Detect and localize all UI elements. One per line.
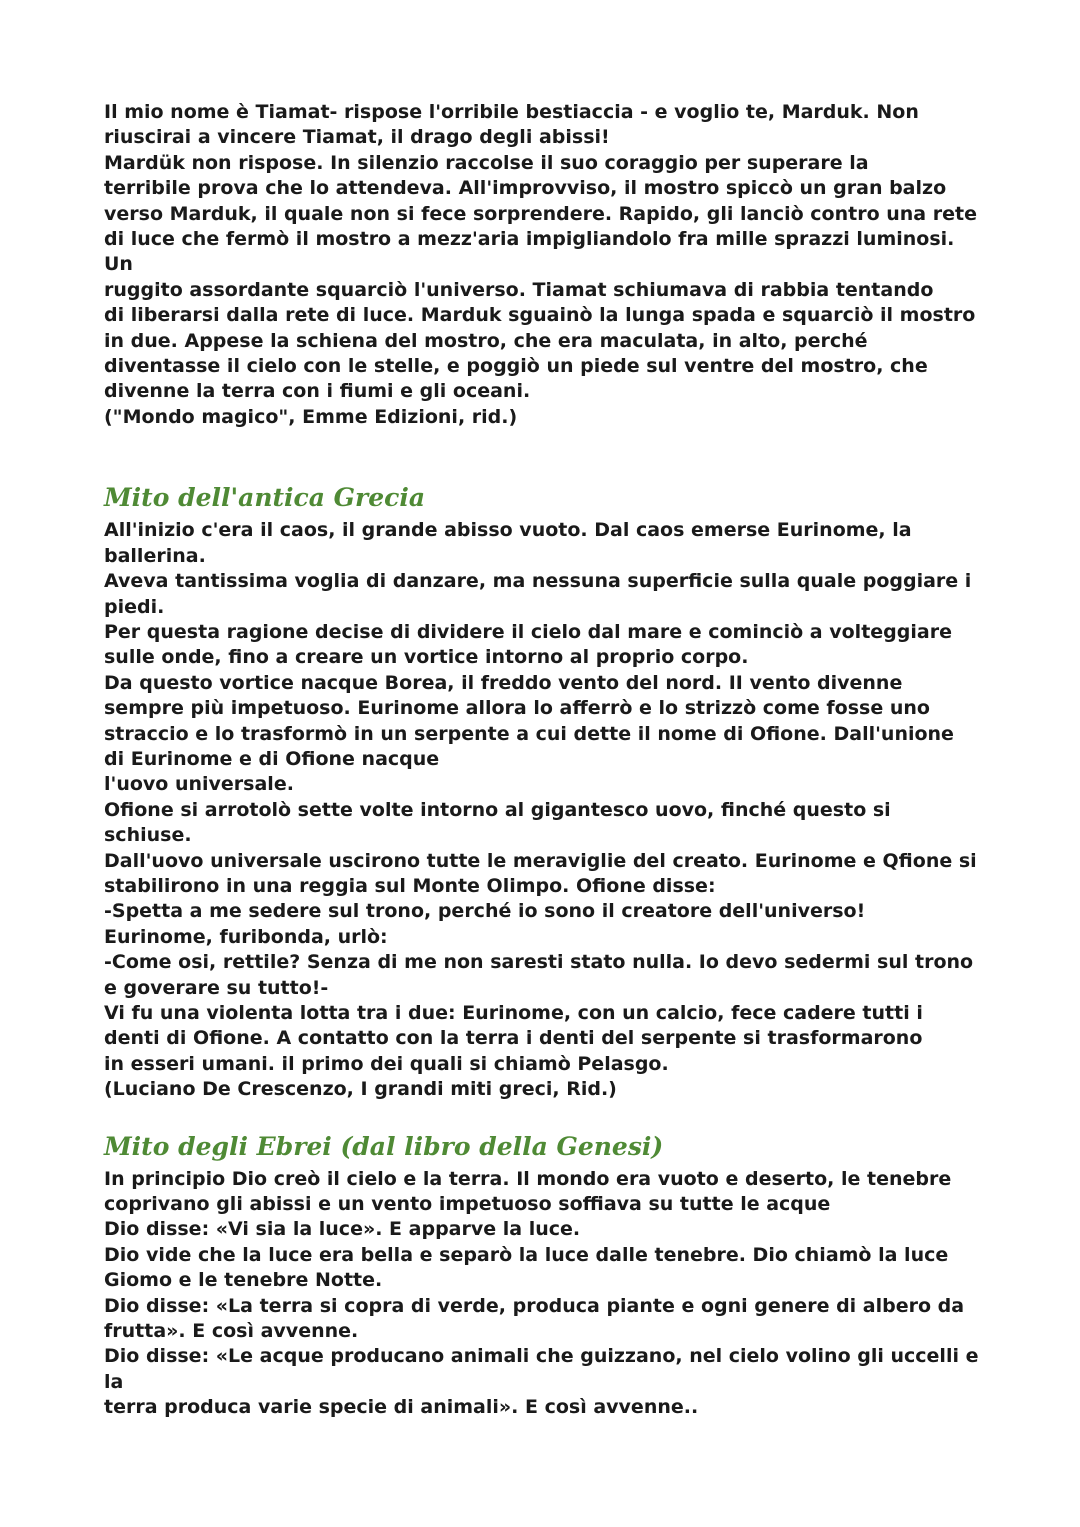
paragraph: Da questo vortice nacque Borea, il freddo vento del nord. II vento divenne sempre più impetuoso. Eurinome allora lo afferrò e lo strizzò come fosse uno straccio e lo trasformò in un serpente a cui dette il nome di Ofione. Dall'unione di Eurinome e di Ofione nacque l'uovo universale. [104,671,954,796]
citation: (Luciano De Crescenzo, I grandi miti greci, Rid.) [104,1078,617,1101]
citation: ("Mondo magico", Emme Edizioni, rid.) [104,405,518,428]
paragraph: Dio disse: «Vi sia la luce». E apparve la luce. [104,1218,581,1241]
section-heading: Mito dell'antica Grecia [104,483,426,513]
paragraph: Dall'uovo universale uscirono tutte le meraviglie del creato. Eurinome e Qfione si stabilirono in una reggia sul Monte Olimpo. Ofione disse: [104,849,977,897]
paragraph: Dio vide che la luce era bella e separò la luce dalle tenebre. Dio chiamò la luce Giomo e le tenebre Notte. [104,1243,949,1292]
paragraph: Aveva tantissima voglia di danzare, ma nessuna superficie sulla quale poggiare i piedi. [104,570,972,618]
paragraph: Ofione si arrotolò sette volte intorno al gigantesco uovo, finché questo si schiuse. [104,798,891,847]
paragraph: Mardük non rispose. In silenzio raccolse il suo coraggio per superare la terribile prova che lo attendeva. All'improvviso, il mostro spiccò un gran balzo verso Marduk, il quale non si fece sorprendere. Rapido, gli lanciò contro una rete di luce che fermò il mostro a mezz'aria impigliandolo fra mille sprazzi luminosi. Un ruggito assordante squarciò l'universo. Tiamat schiumava di rabbia tentando di liberarsi dalla rete di luce. Marduk sguainò la lunga spada e squarciò il mostro in due. Appese la schiena del mostro, che era maculata, in alto, perché diventasse il cielo con le stelle, e poggiò un piede sul ventre del mostro, che divenne la terra con i fiumi e gli oceani. [104,151,977,403]
paragraph: Vi fu una violenta lotta tra i due: Eurinome, con un calcio, fece cadere tutti i denti di Ofione. A contatto con la terra i denti del serpente si trasformarono in esseri umani. il primo dei quali si chiamò Pelasgo. [104,1002,923,1075]
section-heading: Mito degli Ebrei (dal libro della Genesi) [104,1131,664,1161]
paragraph: Per questa ragione decise di dividere il cielo dal mare e cominciò a volteggiare sulle onde, fino a creare un vortice intorno al proprio corpo. [104,620,952,669]
paragraph: All'inizio c'era il caos, il grande abisso vuoto. Dal caos emerse Eurinome, la ballerina. [104,519,912,567]
paragraph: Il mio nome è Tiamat- rispose l'orribile bestiaccia - e voglio te, Marduk. Non riuscirai a vincere Tiamat, il drago degli abissi! [104,101,919,149]
paragraph: Dio disse: «La terra si copra di verde, produca piante e ogni genere di albero da frutta». E così avvenne. [104,1294,965,1343]
document-page [104,100,984,1421]
paragraph: -Come osi, rettile? Senza di me non saresti stato nulla. Io devo sedermi sul trono e goverare su tutto!- [104,951,974,999]
paragraph: Eurinome, furibonda, urlò: [104,925,388,948]
paragraph: In principio Dio creò il cielo e la terra. Il mondo era vuoto e deserto, le tenebre coprivano gli abissi e un vento impetuoso soffiava su tutte le acque [104,1167,952,1216]
paragraph: Dio disse: «Le acque producano animali che guizzano, nel cielo volino gli uccelli e la terra produca varie specie di animali». E così avvenne.. [104,1345,979,1419]
paragraph: -Spetta a me sedere sul trono, perché io sono il creatore dell'universo! [104,900,866,923]
